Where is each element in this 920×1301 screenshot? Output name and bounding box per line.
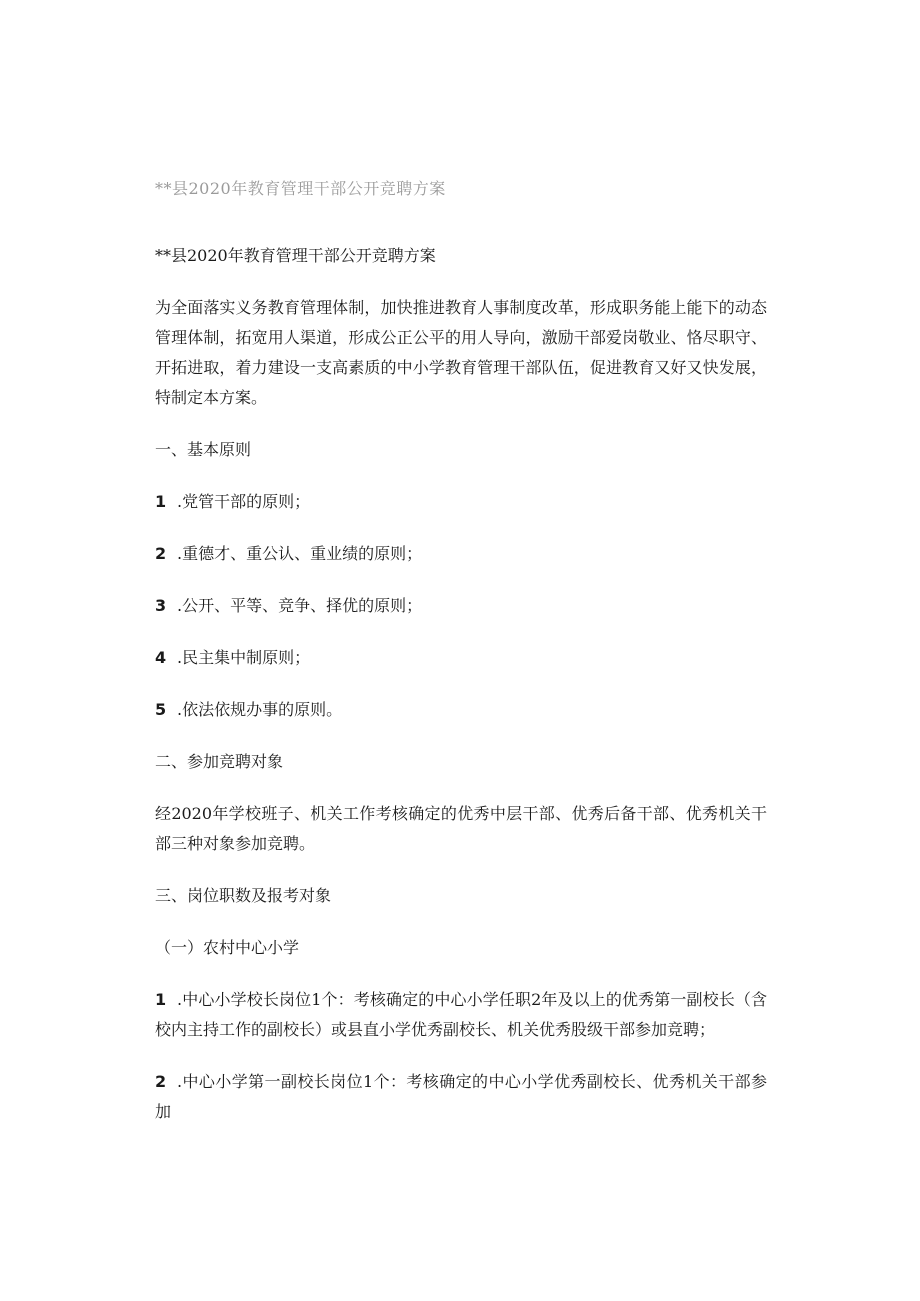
- intro-paragraph: 为全面落实义务教育管理体制，加快推进教育人事制度改革，形成职务能上能下的动态管理体制，拓宽用人渠道，形成公正公平的用人导向，激励干部爱岗敬业、恪尽职守、开拓进取，着力建设一支高素质的中小学教育管理干部队伍，促进教育又好又快发展，特制定本方案。: [155, 298, 767, 407]
- section-heading-positions: 三、岗位职数及报考对象: [155, 886, 332, 905]
- list-text: .民主集中制原则；: [177, 648, 311, 667]
- position-item-2: [155, 1067, 767, 1127]
- principle-item-3: [155, 591, 767, 621]
- list-text: .重德才、重公认、重业绩的原则；: [177, 544, 423, 563]
- principle-item-5: [155, 695, 767, 725]
- list-number: 1: [155, 990, 167, 1009]
- position-item-1: [155, 985, 767, 1045]
- list-number: 4: [155, 648, 167, 667]
- principle-item-1: [155, 487, 767, 517]
- section-heading-principles: 一、基本原则: [155, 440, 252, 459]
- document-title: **县2020年教育管理干部公开竞聘方案: [155, 246, 436, 265]
- list-number: 2: [155, 544, 167, 563]
- list-number: 2: [155, 1072, 167, 1091]
- list-text: .中心小学校长岗位1个：考核确定的中心小学任职2年及以上的优秀第一副校长（含校内主持工作的副校长）或县直小学优秀副校长、机关优秀股级干部参加竞聘；: [155, 990, 767, 1039]
- candidates-paragraph: 经2020年学校班子、机关工作考核确定的优秀中层干部、优秀后备干部、优秀机关干部三种对象参加竞聘。: [155, 804, 767, 853]
- document-body: [155, 241, 767, 1149]
- principle-item-4: [155, 643, 767, 673]
- principle-item-2: [155, 539, 767, 569]
- list-text: .党管干部的原则；: [177, 492, 311, 511]
- list-number: 5: [155, 700, 167, 719]
- list-text: .公开、平等、竞争、择优的原则；: [177, 596, 423, 615]
- list-text: .依法依规办事的原则。: [177, 700, 343, 719]
- subsection-heading-rural-schools: （一）农村中心小学: [155, 938, 300, 957]
- section-heading-candidates: 二、参加竞聘对象: [155, 752, 284, 771]
- list-text: .中心小学第一副校长岗位1个：考核确定的中心小学优秀副校长、优秀机关干部参加: [155, 1072, 767, 1121]
- list-number: 3: [155, 596, 167, 615]
- running-header-title: **县2020年教育管理干部公开竞聘方案: [155, 179, 446, 198]
- list-number: 1: [155, 492, 167, 511]
